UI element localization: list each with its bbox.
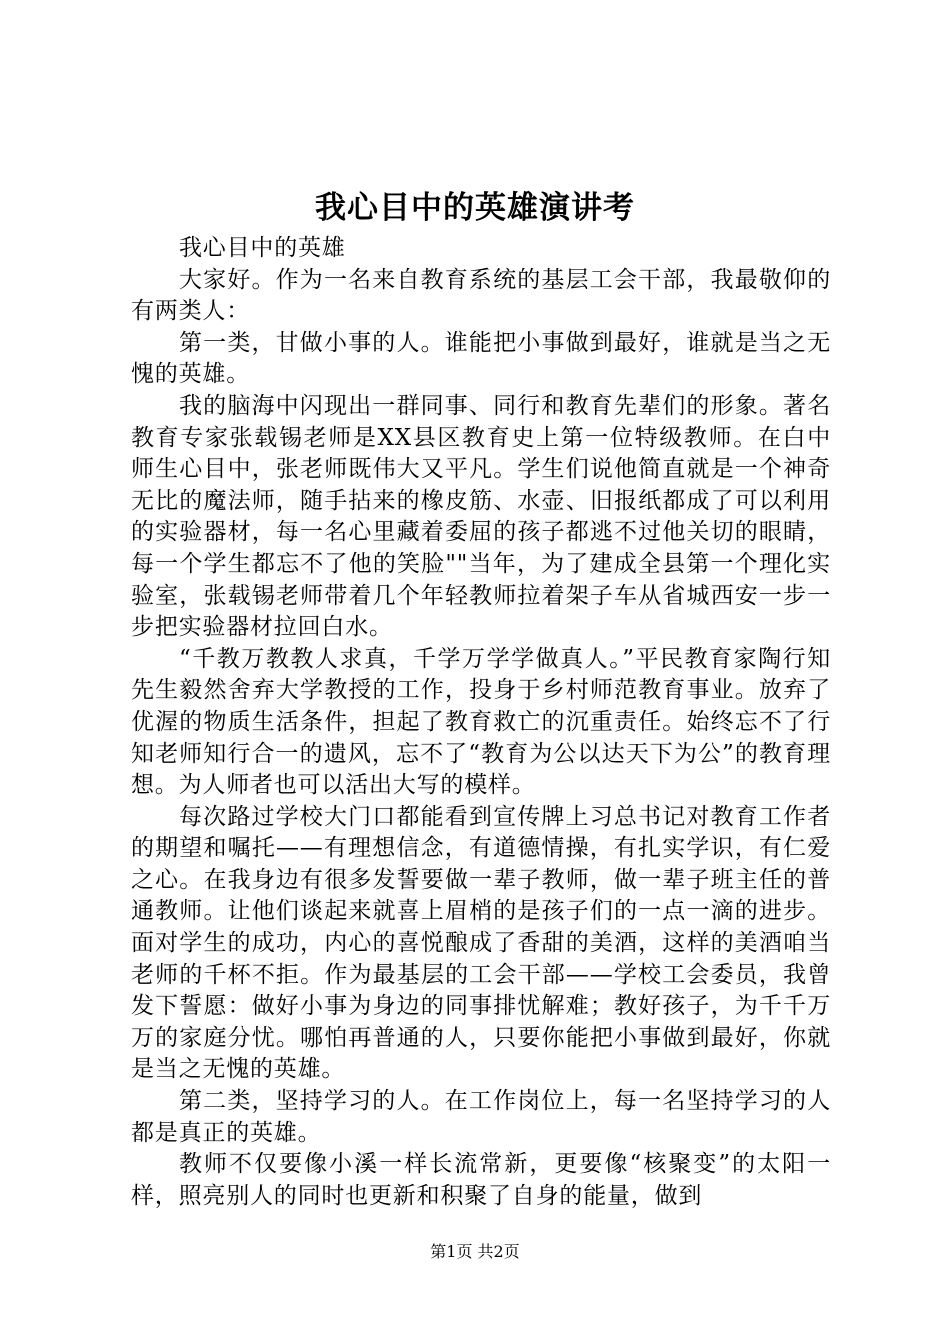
paragraph: 教师不仅要像小溪一样长流常新，更要像“核聚变”的太阳一样，照亮别人的同时也更新和积聚了自身的能量，做到 <box>131 1151 831 1209</box>
page-footer: 第1页 共2页 <box>430 1242 520 1261</box>
paragraph: 每次路过学校大门口都能看到宣传牌上习总书记对教育工作者的期望和嘱托——有理想信念，有道德情操，有扎实学识，有仁爱之心。在我身边有很多发誓要做一辈子教师，做一辈子班主任的普通教师。让他们谈起来就喜上眉梢的是孩子们的一点一滴的进步。面对学生的成功，内心的喜悦酿成了香甜的美酒，这样的美酒咱当老师的千杯不拒。作为最基层的工会干部——学校工会委员，我曾发下誓愿：做好小事为身边的同事排忧解难；教好孩子，为千千万万的家庭分忧。哪怕再普通的人，只要你能把小事做到最好，你就是当之无愧的英雄。 <box>131 803 831 1083</box>
document-body <box>131 233 831 1212</box>
document-title: 我心目中的英雄演讲考 <box>315 190 635 226</box>
paragraph: 第一类，甘做小事的人。谁能把小事做到最好，谁就是当之无愧的英雄。 <box>131 329 831 388</box>
paragraph: “千教万教教人求真，千学万学学做真人。”平民教育家陶行知先生毅然舍弃大学教授的工作，投身于乡村师范教育事业。放弃了优渥的物质生活条件，担起了教育救亡的沉重责任。始终忘不了行知老师知行合一的遗风，忘不了“教育为公以达天下为公”的教育理想。为人师者也可以活出大写的模样。 <box>131 645 831 799</box>
paragraph: 大家好。作为一名来自教育系统的基层工会干部，我最敬仰的有两类人： <box>131 266 831 325</box>
paragraph-heading: 我心目中的英雄 <box>179 235 346 261</box>
paragraph: 第二类，坚持学习的人。在工作岗位上，每一名坚持学习的人都是真正的英雄。 <box>131 1088 831 1146</box>
paragraph: 我的脑海中闪现出一群同事、同行和教育先辈们的形象。著名教育专家张载锡老师是XX县区教育史上第一位特级教师。在白中师生心目中，张老师既伟大又平凡。学生们说他简直就是一个神奇无比的魔法师，随手拈来的橡皮筋、水壶、旧报纸都成了可以利用的实验器材，每一名心里藏着委屈的孩子都逃不过他关切的眼睛，每一个学生都忘不了他的笑脸""当年，为了建成全县第一个理化实验室，张载锡老师带着几个年轻教师拉着架子车从省城西安一步一步把实验器材拉回白水。 <box>131 392 831 641</box>
